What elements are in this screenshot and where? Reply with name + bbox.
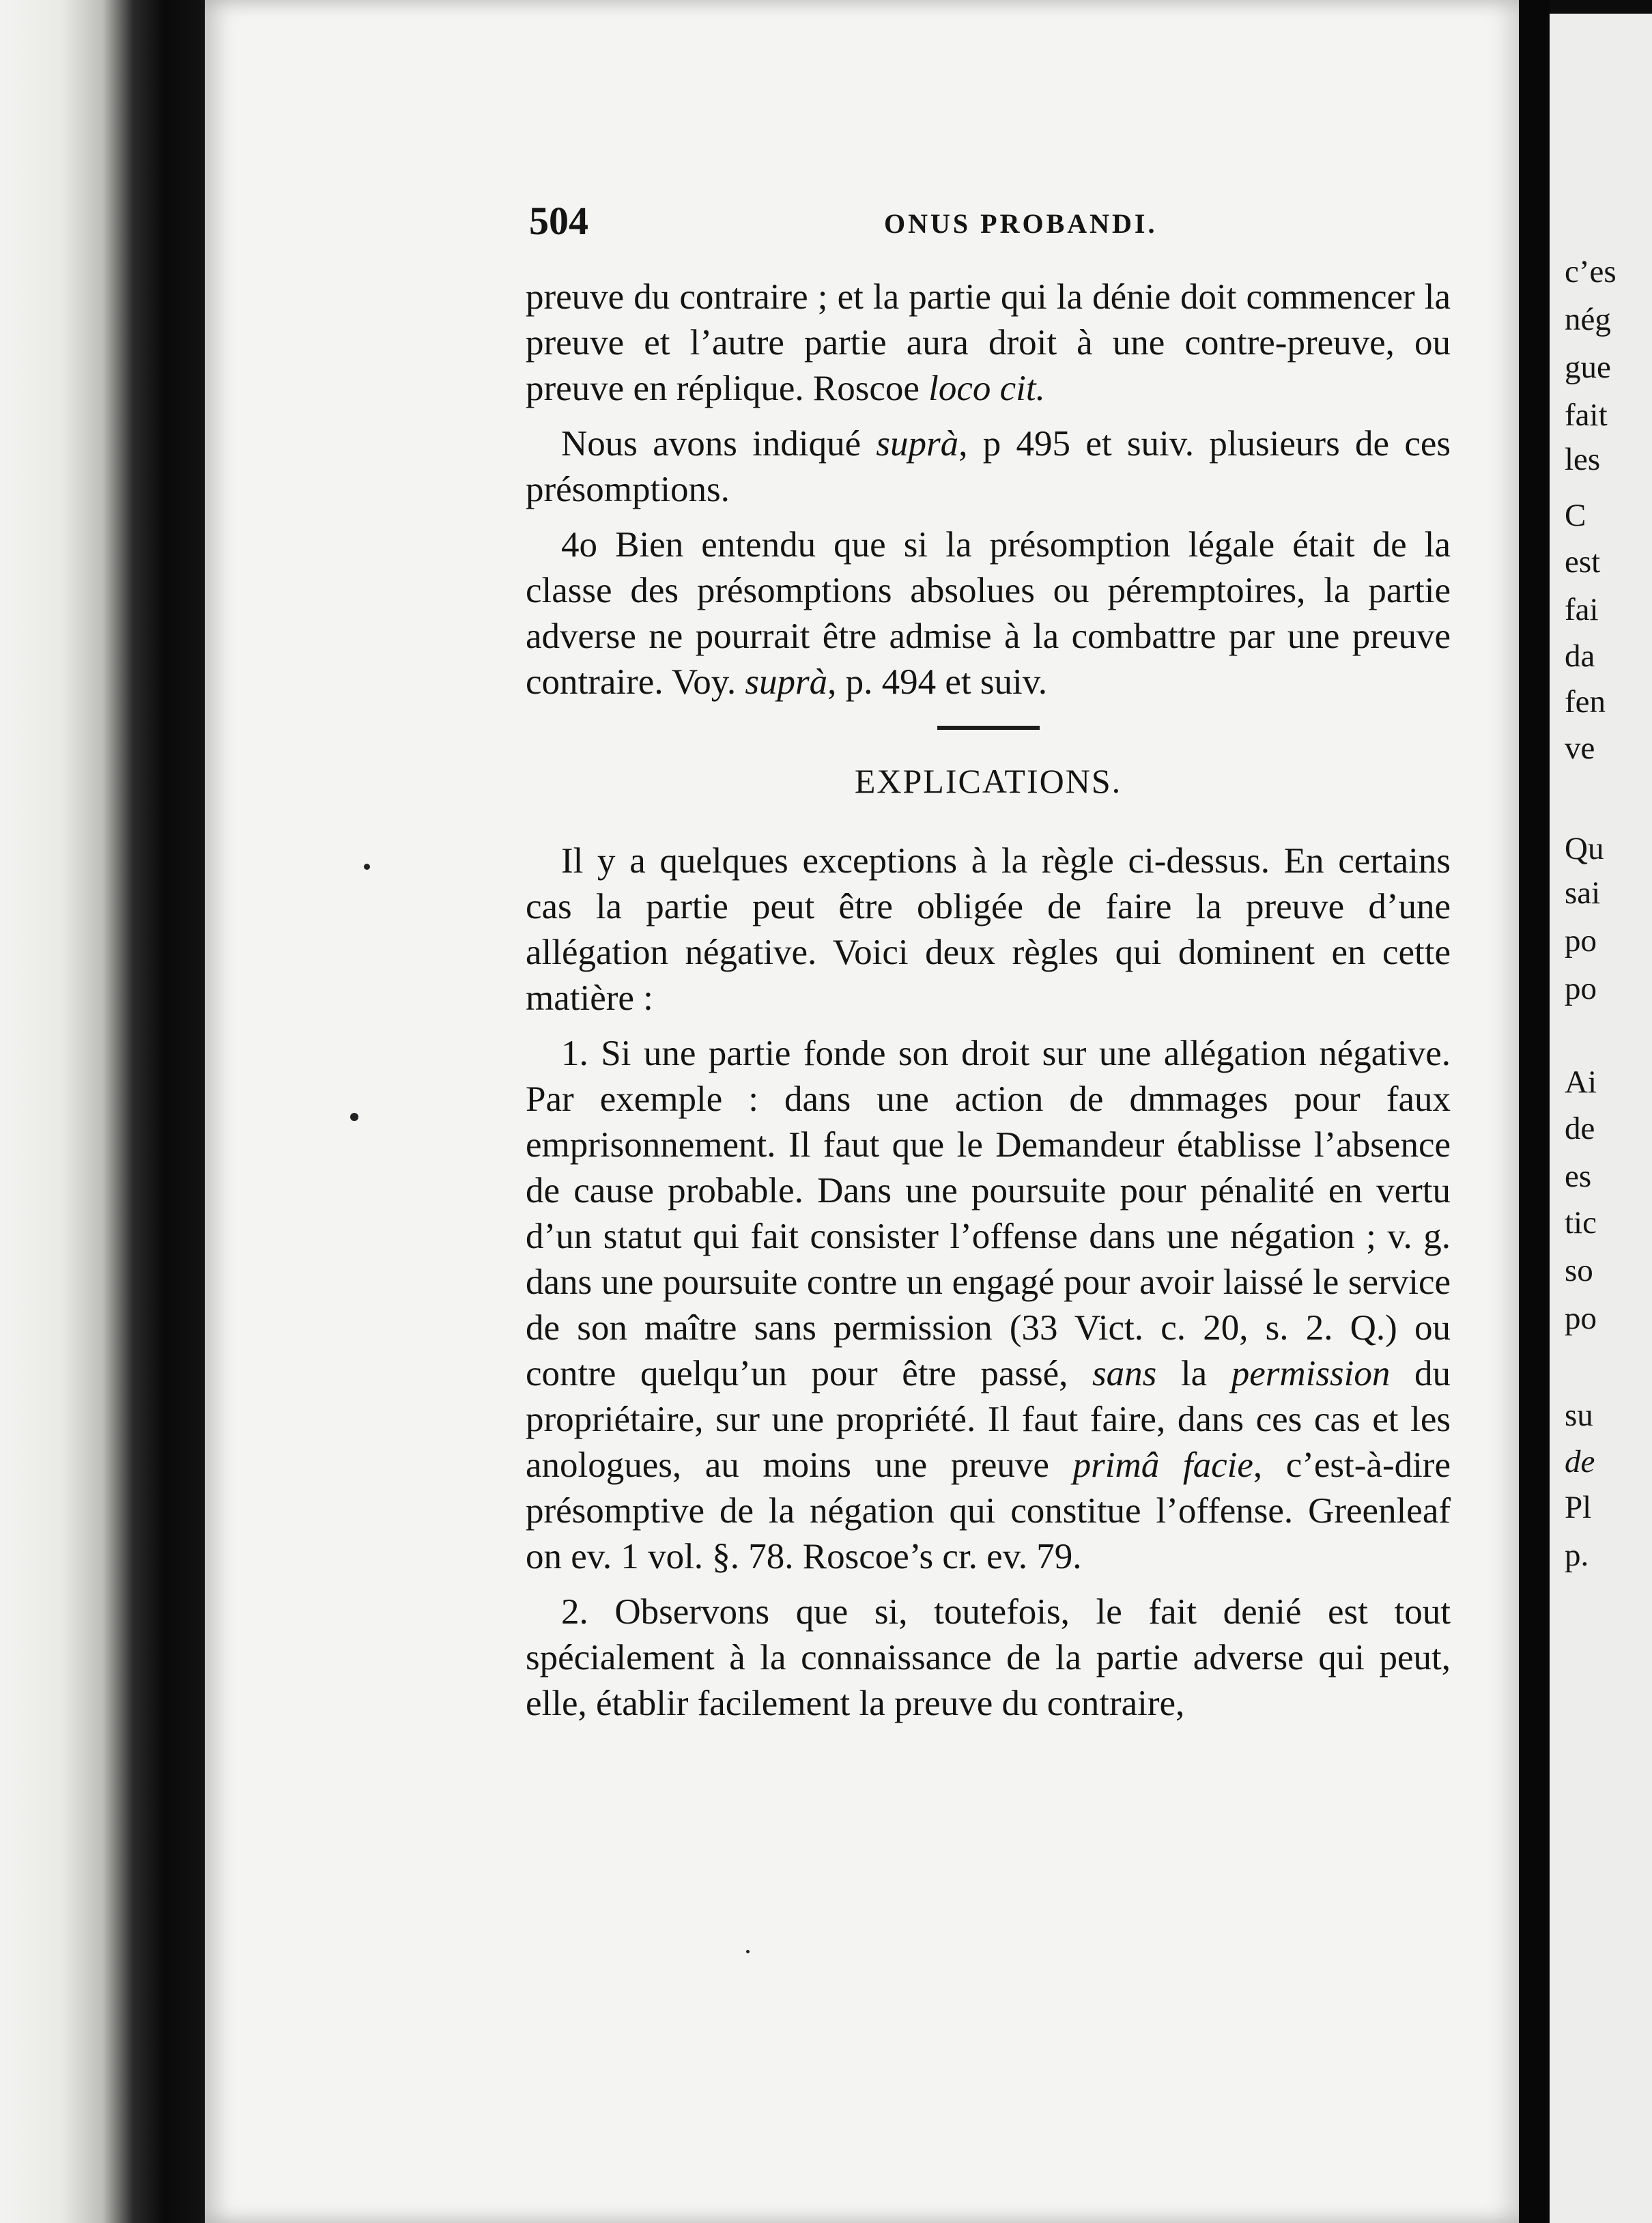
facing-page-fragment: da xyxy=(1565,638,1595,674)
paragraph-rule-1 xyxy=(526,1031,1451,1580)
scan-speck xyxy=(364,864,370,870)
facing-page-fragment: fai xyxy=(1565,592,1599,627)
italic-word: sans xyxy=(1092,1354,1157,1393)
facing-page-fragment: est xyxy=(1565,544,1601,580)
facing-page-fragment: C xyxy=(1565,498,1586,533)
facing-page-fragment: c’es xyxy=(1565,254,1617,289)
paragraph-legal-presumption xyxy=(526,522,1451,705)
page-number: 504 xyxy=(529,199,588,243)
facing-page-fragment: sai xyxy=(1565,875,1601,911)
italic-word: primâ facie xyxy=(1072,1445,1253,1485)
facing-page-fragment: gue xyxy=(1565,350,1611,385)
facing-page-fragment: Ai xyxy=(1565,1064,1597,1100)
facing-page-fragment: fen xyxy=(1565,684,1606,720)
scan-speck xyxy=(746,1950,750,1953)
section-heading: EXPLICATIONS. xyxy=(854,762,1122,800)
paragraph-text: , p 495 et suiv. plusieurs de ces présomptions. xyxy=(526,424,1451,509)
facing-page-fragment: po xyxy=(1565,971,1597,1006)
paragraph-text: 4o Bien entendu que si la présomption légale était de la classe des présomptions absolues ou péremptoires, la partie adverse ne pourrait être admise à la combattre par une preuve contraire. Voy. xyxy=(526,525,1451,702)
scan-left-margin xyxy=(0,0,205,2223)
facing-page-fragment: ve xyxy=(1565,731,1595,766)
paragraph-text: , c’est-à-dire présomptive de la négation qui constitue l’offense. Greenleaf on ev. 1 vol. §. 78. Roscoe’s cr. ev. 79. xyxy=(526,1445,1451,1576)
page-body xyxy=(526,274,1451,1736)
facing-page-fragment: nég xyxy=(1565,302,1611,337)
italic-word: suprà xyxy=(745,662,828,702)
section-divider xyxy=(937,726,1040,730)
italic-citation: loco cit. xyxy=(928,369,1045,408)
facing-page-fragment: Qu xyxy=(1565,831,1604,866)
paragraph-text: , p. 494 et suiv. xyxy=(827,662,1048,702)
facing-page-fragment: tic xyxy=(1565,1205,1597,1241)
paragraph-exceptions: Il y a quelques exceptions à la règle ci-dessus. En certains cas la partie peut être obligée de faire la preuve d’une allégation négative. Voici deux règles qui dominent en cette matière : xyxy=(526,841,1451,1018)
paragraph-text: du propriétaire, sur une propriété. Il faut faire, dans ces cas et les anologues, au moins une preuve xyxy=(526,1354,1451,1485)
italic-word: suprà xyxy=(876,424,959,464)
scan-speck xyxy=(350,1113,358,1121)
paragraph-continuation xyxy=(526,274,1451,412)
facing-page-fragment: po xyxy=(1565,1301,1597,1336)
running-head: ONUS PROBANDI. xyxy=(884,208,1158,239)
paragraph-rule-2: 2. Observons que si, toutefois, le fait denié est tout spécialement à la connaissance de la partie adverse qui peut, elle, établir facilement la preuve du contraire, xyxy=(526,1592,1451,1723)
facing-page-fragment: Pl xyxy=(1565,1490,1592,1525)
page-header xyxy=(529,198,1451,253)
facing-page-fragment: p. xyxy=(1565,1538,1589,1573)
facing-page-fragment: les xyxy=(1565,442,1601,477)
facing-page-fragment: es xyxy=(1565,1159,1592,1194)
italic-word: permission xyxy=(1231,1354,1391,1393)
facing-page-fragment: po xyxy=(1565,923,1597,959)
paragraph-text: Nous avons indiqué xyxy=(561,424,877,464)
paragraph-text: 1. Si une partie fonde son droit sur une allégation négative. Par exemple : dans une action de dmmages pour faux emprisonnement. Il faut que le Demandeur établisse l’absence de cause probable. Dans une poursuite pour pénalité en vertu d’un statut qui fait consister l’offense dans une négation ; v. g. dans une poursuite contre un engagé pour avoir laissé le service de son maître sans permission (33 Vict. c. 20, s. 2. Q.) ou contre quelqu’un pour être passé, xyxy=(526,1034,1451,1393)
paragraph-text: la xyxy=(1156,1354,1231,1393)
facing-page-fragment: su xyxy=(1565,1398,1593,1433)
book-gutter xyxy=(1519,0,1550,2223)
paragraph-presumptions xyxy=(526,421,1451,513)
facing-page-fragment: fait xyxy=(1565,397,1608,433)
facing-page-fragment: so xyxy=(1565,1253,1593,1288)
paragraph-text: preuve du contraire ; et la partie qui la dénie doit commencer la preuve et l’autre partie aura droit à une contre-preuve, ou preuve en réplique. Roscoe xyxy=(526,277,1451,408)
facing-page-edge xyxy=(1550,14,1652,2223)
facing-page-fragment: de xyxy=(1565,1444,1595,1479)
facing-page-fragment: de xyxy=(1565,1111,1595,1146)
